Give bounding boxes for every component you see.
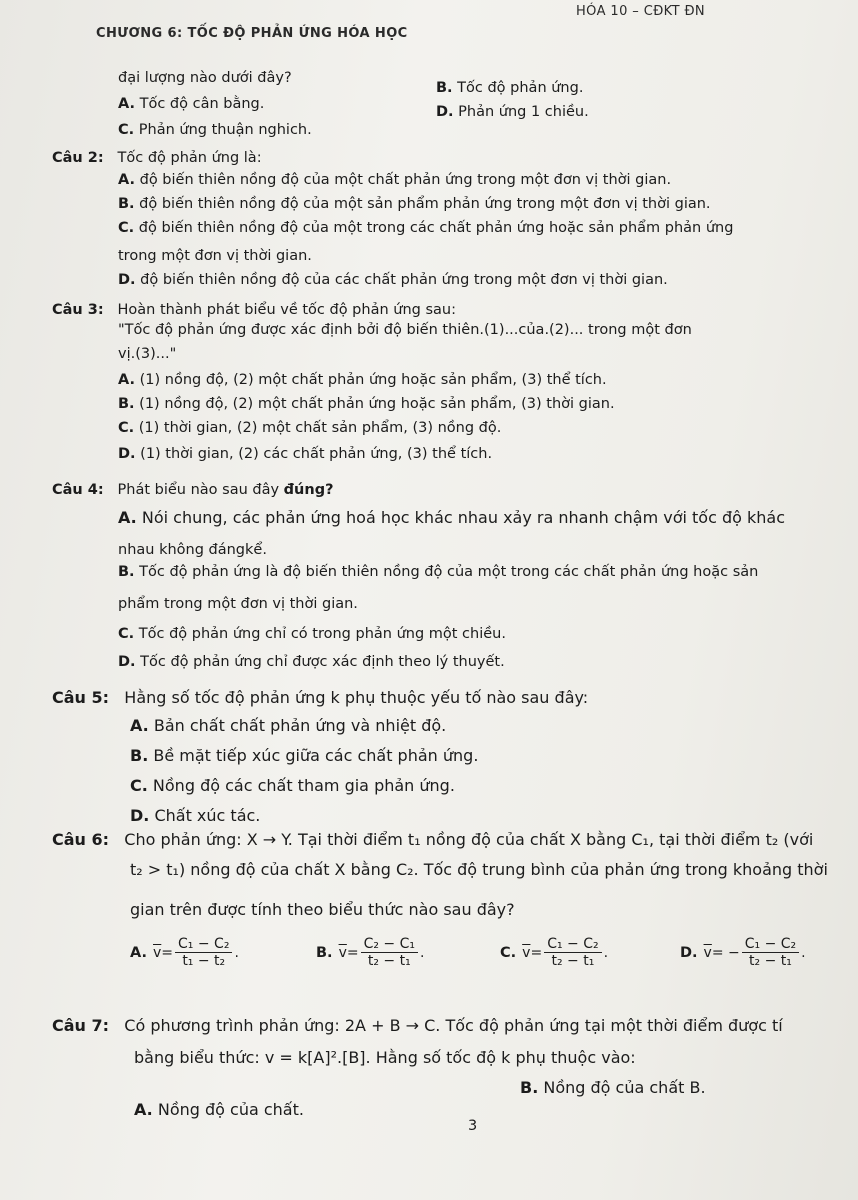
q6-option-a <box>130 936 239 969</box>
q6-b-v: $\overline{v}$ <box>338 944 347 961</box>
q4-option-c <box>118 626 506 642</box>
q5-option-c <box>130 776 455 795</box>
q6-b-end: . <box>420 944 425 961</box>
q2-a-label: A. <box>118 172 135 188</box>
q2-option-d <box>118 272 668 288</box>
q3-option-a <box>118 372 607 388</box>
q7-a-label: A. <box>134 1100 153 1119</box>
q1-option-c <box>118 122 312 138</box>
q6-b-numerator: C₂ − C₁ <box>361 936 418 953</box>
q6-option-c <box>500 936 608 969</box>
q7-option-b <box>520 1078 706 1097</box>
q6-c-label: C. <box>500 944 517 961</box>
q6-d-eq: = − <box>711 944 740 961</box>
q3-stem-text: Hoàn thành phát biểu về tốc độ phản ứng sau: <box>117 302 456 318</box>
q4-option-b-cont: phẩm trong một đơn vị thời gian. <box>118 596 358 612</box>
q1-a-label: A. <box>118 96 135 112</box>
q6-c-denominator: t₂ − t₁ <box>551 953 595 969</box>
q6-option-d <box>680 936 806 969</box>
q3-label: Câu 3: <box>52 302 104 318</box>
q2-b-text: độ biến thiên nồng độ của một sản phẩm phản ứng trong một đơn vị thời gian. <box>139 196 711 212</box>
q5-b-label: B. <box>130 746 149 765</box>
q4-label: Câu 4: <box>52 482 104 498</box>
q2-c-text: độ biến thiên nồng độ của một trong các chất phản ứng hoặc sản phẩm phản ứng <box>138 220 734 236</box>
q5-c-text: Nồng độ các chất tham gia phản ứng. <box>152 776 455 795</box>
q3-stem-line3: vị.(3)..." <box>118 346 177 362</box>
q5-c-label: C. <box>130 776 148 795</box>
q7-option-a <box>134 1100 304 1119</box>
q3-stem <box>52 302 456 318</box>
q7-stem-line2: bằng biểu thức: v = k[A]².[B]. Hằng số tốc độ k phụ thuộc vào: <box>134 1048 636 1067</box>
q4-c-text: Tốc độ phản ứng chỉ có trong phản ứng một chiều. <box>138 626 506 642</box>
q6-c-eq: = <box>530 944 543 961</box>
chapter-title: CHƯƠNG 6: TỐC ĐỘ PHẢN ỨNG HÓA HỌC <box>96 26 408 41</box>
q5-stem-text: Hằng số tốc độ phản ứng k phụ thuộc yếu tố nào sau đây: <box>124 688 589 707</box>
q4-option-a <box>118 508 785 527</box>
q6-stem-line3: gian trên được tính theo biểu thức nào sau đây? <box>130 900 515 919</box>
q4-stem-text: Phát biểu nào sau đây <box>117 482 280 498</box>
q4-option-a-cont: nhau không đángkể. <box>118 542 267 558</box>
q1-c-text: Phản ứng thuận nghich. <box>138 122 312 138</box>
q2-option-c <box>118 220 733 236</box>
q5-d-text: Chất xúc tác. <box>154 806 261 825</box>
q6-option-b <box>316 936 424 969</box>
q3-d-label: D. <box>118 446 136 462</box>
q5-label: Câu 5: <box>52 688 110 707</box>
q1-option-d <box>436 104 589 120</box>
q5-d-label: D. <box>130 806 150 825</box>
q2-a-text: độ biến thiên nồng độ của một chất phản ứng trong một đơn vị thời gian. <box>139 172 672 188</box>
q6-a-v: $\overline{v}$ <box>153 944 162 961</box>
q4-d-text: Tốc độ phản ứng chỉ được xác định theo lý thuyết. <box>140 654 505 670</box>
q4-stem <box>52 482 334 498</box>
q3-stem-line2: "Tốc độ phản ứng được xác định bởi độ biến thiên.(1)...của.(2)... trong một đơn <box>118 322 692 338</box>
q7-a-text: Nồng độ của chất. <box>157 1100 304 1119</box>
q1-b-label: B. <box>436 80 453 96</box>
q2-stem-text: Tốc độ phản ứng là: <box>117 150 262 166</box>
page-number: 3 <box>468 1118 478 1134</box>
q6-a-end: . <box>234 944 239 961</box>
q1-d-label: D. <box>436 104 454 120</box>
q4-option-d <box>118 654 505 670</box>
q4-b-text: Tốc độ phản ứng là độ biến thiên nồng độ của một trong các chất phản ứng hoặc sản <box>139 564 759 580</box>
q1-b-text: Tốc độ phản ứng. <box>457 80 584 96</box>
q4-a-text: Nói chung, các phản ứng hoá học khác nhau xảy ra nhanh chậm với tốc độ khác <box>141 508 786 527</box>
q6-d-v: $\overline{v}$ <box>703 944 712 961</box>
q4-d-label: D. <box>118 654 136 670</box>
q6-stem <box>52 830 813 849</box>
q6-d-numerator: C₁ − C₂ <box>742 936 799 953</box>
q6-c-v: $\overline{v}$ <box>522 944 531 961</box>
q6-b-label: B. <box>316 944 333 961</box>
q5-b-text: Bề mặt tiếp xúc giữa các chất phản ứng. <box>153 746 479 765</box>
q6-c-end: . <box>603 944 609 961</box>
q3-c-label: C. <box>118 420 135 436</box>
q6-d-end: . <box>801 944 806 961</box>
q3-option-d <box>118 446 492 462</box>
q4-b-label: B. <box>118 564 135 580</box>
q1-option-b <box>436 80 583 96</box>
q6-b-eq: = <box>346 944 359 961</box>
course-header: HÓA 10 – CĐKT ĐN <box>576 4 706 19</box>
q4-option-b <box>118 564 758 580</box>
q5-a-label: A. <box>130 716 149 735</box>
q6-a-label: A. <box>130 944 147 961</box>
q6-a-denominator: t₁ − t₂ <box>182 953 226 969</box>
q1-option-a <box>118 96 264 112</box>
q5-option-b <box>130 746 478 765</box>
q7-b-label: B. <box>520 1078 539 1097</box>
q3-c-text: (1) thời gian, (2) một chất sản phẩm, (3) nồng độ. <box>138 420 502 436</box>
q1-d-text: Phản ứng 1 chiều. <box>458 104 589 120</box>
q6-a-fraction <box>175 936 232 969</box>
q6-a-eq: = <box>161 944 174 961</box>
q1-stem: đại lượng nào dưới đây? <box>118 70 292 86</box>
q3-option-c <box>118 420 501 436</box>
q2-label: Câu 2: <box>52 150 104 166</box>
q6-c-numerator: C₁ − C₂ <box>544 936 601 953</box>
q1-a-text: Tốc độ cân bằng. <box>139 96 265 112</box>
q3-option-b <box>118 396 615 412</box>
q2-b-label: B. <box>118 196 135 212</box>
q5-stem <box>52 688 588 707</box>
q2-c-label: C. <box>118 220 135 236</box>
q3-d-text: (1) thời gian, (2) các chất phản ứng, (3) thể tích. <box>140 446 493 462</box>
q2-option-a <box>118 172 671 188</box>
q5-option-a <box>130 716 446 735</box>
q1-c-label: C. <box>118 122 135 138</box>
q5-a-text: Bản chất chất phản ứng và nhiệt độ. <box>153 716 447 735</box>
q7-b-text: Nồng độ của chất B. <box>543 1078 706 1097</box>
q7-stem <box>52 1016 783 1035</box>
q2-d-text: độ biến thiên nồng độ của các chất phản ứng trong một đơn vị thời gian. <box>140 272 668 288</box>
q2-option-b <box>118 196 711 212</box>
q4-stem-bold: đúng? <box>283 482 334 498</box>
q5-option-d <box>130 806 260 825</box>
q2-d-label: D. <box>118 272 136 288</box>
q6-d-denominator: t₂ − t₁ <box>749 953 792 969</box>
q3-b-text: (1) nồng độ, (2) một chất phản ứng hoặc sản phẩm, (3) thời gian. <box>139 396 615 412</box>
q6-stem-line2: t₂ > t₁) nồng độ của chất X bằng C₂. Tốc độ trung bình của phản ứng trong khoảng thời <box>130 860 828 879</box>
q3-b-label: B. <box>118 396 135 412</box>
q6-a-numerator: C₁ − C₂ <box>175 936 232 953</box>
q6-stem-text: Cho phản ứng: X → Y. Tại thời điểm t₁ nồng độ của chất X bằng C₁, tại thời điểm t₂ (với <box>124 830 814 849</box>
q3-a-label: A. <box>118 372 135 388</box>
q6-b-fraction <box>361 936 418 969</box>
q3-a-text: (1) nồng độ, (2) một chất phản ứng hoặc sản phẩm, (3) thể tích. <box>139 372 607 388</box>
q6-label: Câu 6: <box>52 830 110 849</box>
q7-label: Câu 7: <box>52 1016 110 1035</box>
q6-b-denominator: t₂ − t₁ <box>367 953 411 969</box>
q4-c-label: C. <box>118 626 135 642</box>
q7-stem-text: Có phương trình phản ứng: 2A + B → C. Tốc độ phản ứng tại một thời điểm được tí <box>124 1016 783 1035</box>
q4-a-label: A. <box>118 508 137 527</box>
q6-d-label: D. <box>680 944 698 961</box>
q2-option-c-cont: trong một đơn vị thời gian. <box>118 248 312 264</box>
q6-d-fraction <box>742 936 799 969</box>
q6-c-fraction <box>544 936 601 969</box>
q2-stem <box>52 150 262 166</box>
